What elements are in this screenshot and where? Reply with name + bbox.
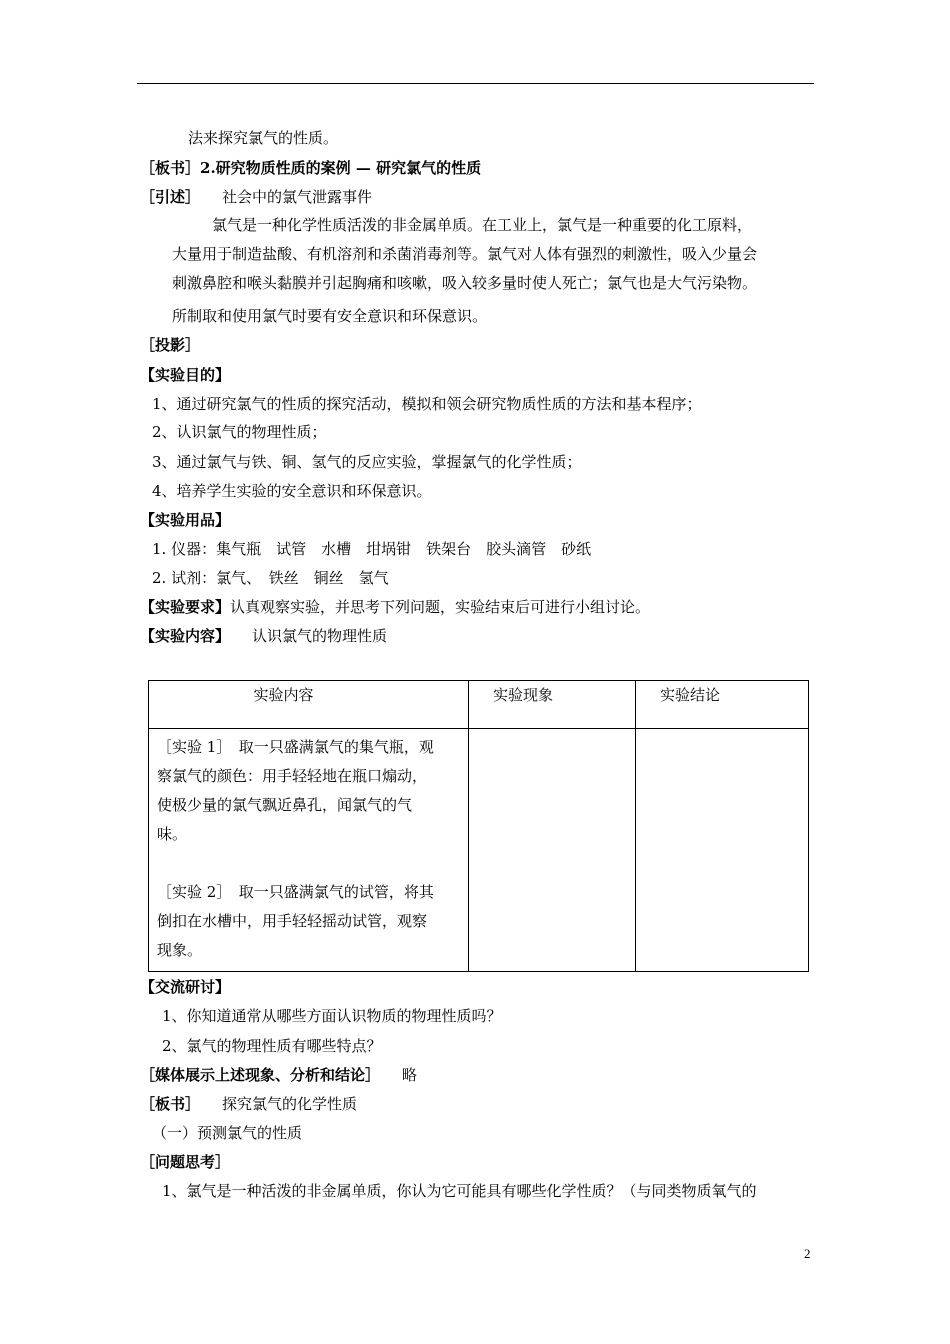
purpose-item-2: 2、认识氯气的物理性质； xyxy=(152,423,327,441)
supplies-item-1: 1. 仪器：集气瓶 试管 水槽 坩埚钳 铁架台 胶头滴管 砂纸 xyxy=(152,540,592,558)
experiment-table xyxy=(148,680,809,972)
supplies-heading: 【实验用品】 xyxy=(140,511,231,529)
para-line-2: 大量用于制造盐酸、有机溶剂和杀菌消毒剂等。氯气对人体有强烈的刺激性，吸入少量会 xyxy=(172,245,758,263)
exp1-line-2: 察氯气的颜色：用手轻轻地在瓶口煽动， xyxy=(157,767,428,785)
board-note-2 xyxy=(140,1094,357,1114)
question-tag: ［问题思考］ xyxy=(140,1153,231,1171)
projection-tag: ［投影］ xyxy=(140,336,201,354)
purpose-item-4: 4、培养学生实验的安全意识和环保意识。 xyxy=(152,482,432,500)
content-heading: 【实验内容】 xyxy=(140,627,231,645)
continuation-line: 法来探究氯气的性质。 xyxy=(188,129,339,147)
content-line xyxy=(140,626,387,646)
table-header-phenomenon: 实验现象 xyxy=(469,681,636,729)
exp1-line-4: 味。 xyxy=(157,825,188,843)
board2-tag: ［板书］ xyxy=(140,1095,201,1113)
exp1-line-1: ［实验 1］ 取一只盛满氯气的集气瓶，观 xyxy=(157,738,434,756)
intro-note xyxy=(140,187,372,207)
exp2-line-3: 现象。 xyxy=(157,941,203,959)
header-rule xyxy=(137,83,814,84)
page-number: 2 xyxy=(804,1246,811,1261)
exp2-line-1: ［实验 2］ 取一只盛满氯气的试管，将其 xyxy=(157,883,434,901)
para-line-4: 所制取和使用氯气时要有安全意识和环保意识。 xyxy=(172,307,488,325)
para-line-1: 氯气是一种化学性质活泼的非金属单质。在工业上，氯气是一种重要的化工原料， xyxy=(212,216,753,234)
intro-text: 社会中的氯气泄露事件 xyxy=(222,188,373,206)
table-header-content: 实验内容 xyxy=(149,681,469,729)
board-note-1 xyxy=(140,158,481,178)
media-note xyxy=(140,1065,417,1085)
board-tag: ［板书］ xyxy=(140,159,201,177)
media-tag: ［媒体展示上述现象、分析和结论］ xyxy=(140,1066,381,1084)
discussion-item-2: 2、氯气的物理性质有哪些特点？ xyxy=(162,1037,382,1055)
exp1-line-3: 使极少量的氯气飘近鼻孔，闻氯气的气 xyxy=(157,796,413,814)
content-text: 认识氯气的物理性质 xyxy=(252,627,388,645)
board-title: 2.研究物质性质的案例 — 研究氯气的性质 xyxy=(200,159,482,177)
board2-text: 探究氯气的化学性质 xyxy=(222,1095,358,1113)
para-line-3: 刺激鼻腔和喉头黏膜并引起胸痛和咳嗽，吸入较多量时使人死亡；氯气也是大气污染物。 xyxy=(172,274,758,292)
purpose-heading: 【实验目的】 xyxy=(140,366,231,384)
supplies-item-2: 2. 试剂：氯气、 铁丝 铜丝 氢气 xyxy=(152,569,389,587)
table-cell-phenomenon xyxy=(469,729,636,972)
intro-tag: ［引述］ xyxy=(140,188,201,206)
table-cell-conclusion xyxy=(636,729,809,972)
requirement-text: 认真观察实验，并思考下列问题，实验结束后可进行小组讨论。 xyxy=(230,598,651,616)
requirement-heading: 【实验要求】 xyxy=(140,598,231,616)
discussion-heading: 【交流研讨】 xyxy=(140,978,231,996)
table-cell-experiments xyxy=(149,729,469,972)
question-text: 1、氯气是一种活泼的非金属单质，你认为它可能具有哪些化学性质？（与同类物质氧气的 xyxy=(162,1182,757,1200)
requirement-line xyxy=(140,597,650,617)
exp2-line-2: 倒扣在水槽中，用手轻轻摇动试管，观察 xyxy=(157,912,428,930)
table-header-conclusion: 实验结论 xyxy=(636,681,809,729)
predict-line: （一）预测氯气的性质 xyxy=(152,1124,303,1142)
discussion-item-1: 1、你知道通常从哪些方面认识物质的物理性质吗？ xyxy=(162,1007,502,1025)
media-text: 略 xyxy=(402,1066,418,1084)
purpose-item-3: 3、通过氯气与铁、铜、氢气的反应实验，掌握氯气的化学性质； xyxy=(152,453,582,471)
purpose-item-1: 1、通过研究氯气的性质的探究活动，模拟和领会研究物质性质的方法和基本程序； xyxy=(152,395,702,413)
